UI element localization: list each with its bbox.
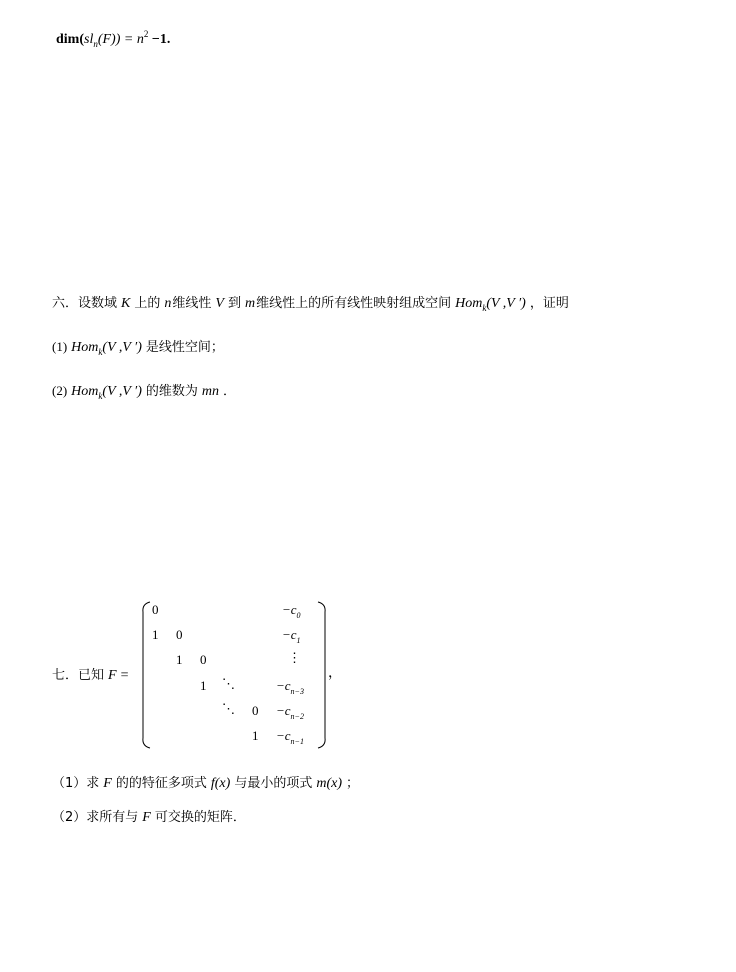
p7-eq: = bbox=[120, 668, 129, 683]
m-r6-negc-text: −c bbox=[276, 728, 291, 743]
problem-6-statement bbox=[52, 292, 569, 312]
m-r2-negc-text: −c bbox=[282, 627, 297, 642]
m-r2c1: 1 bbox=[152, 627, 159, 642]
p7-q1-a: 求 bbox=[86, 776, 100, 791]
m-r1-negc-text: −c bbox=[282, 602, 297, 617]
minus-one-text: −1. bbox=[148, 32, 171, 47]
sl-text: sl bbox=[84, 32, 94, 47]
p7-q2-F: F bbox=[142, 810, 151, 825]
p6-t4: 维线性上的所有线性映射组成空间 bbox=[256, 296, 452, 311]
p6-V: V bbox=[215, 296, 224, 311]
problem-7-question-2 bbox=[52, 806, 246, 826]
companion-matrix bbox=[140, 600, 330, 750]
m-r6-negc bbox=[276, 728, 304, 744]
m-r2c2: 0 bbox=[176, 627, 183, 642]
m-r3c3: 0 bbox=[200, 652, 207, 667]
problem-6-item-2 bbox=[52, 380, 236, 400]
m-r4-negc bbox=[276, 678, 304, 694]
p6-t1: 上的 bbox=[134, 296, 161, 311]
m-r5-sub: n−2 bbox=[290, 712, 304, 721]
p6-m: m bbox=[244, 296, 256, 311]
p6-item2-end: ． bbox=[223, 384, 237, 399]
p6-t5: ，证明 bbox=[529, 296, 569, 311]
m-r5-negc bbox=[276, 703, 304, 719]
p6-item1-text: 是线性空间； bbox=[145, 340, 224, 355]
m-ddots-1: ⋱ bbox=[222, 676, 235, 691]
m-r4-negc-text: −c bbox=[276, 678, 291, 693]
n-text: n bbox=[136, 32, 144, 47]
m-r1-negc bbox=[282, 602, 301, 618]
matrix-left-paren bbox=[140, 600, 152, 750]
p6-K: K bbox=[121, 296, 131, 311]
p6-hom: Hom bbox=[455, 296, 483, 311]
p6-hom-sub: k bbox=[482, 303, 487, 313]
p6-item1-num: (1) bbox=[52, 339, 68, 354]
p6-t3: 到 bbox=[227, 296, 241, 311]
p6-item2-hom: Hom bbox=[71, 384, 99, 399]
p7-q2-a: 求所有与 bbox=[86, 810, 139, 825]
m-r6c-one: 1 bbox=[252, 728, 259, 743]
m-r1c1: 0 bbox=[152, 602, 159, 617]
m-r3c2: 1 bbox=[176, 652, 183, 667]
p7-lead: 七．已知 bbox=[52, 668, 105, 683]
p6-item1-hom-args: (V ,V ′) bbox=[102, 340, 142, 355]
m-r6-sub: n−1 bbox=[290, 737, 304, 746]
m-r2-negc bbox=[282, 627, 301, 643]
p6-item1-hom: Hom bbox=[71, 340, 99, 355]
dim-text: dim( bbox=[56, 32, 84, 47]
p6-item2-mn: mn bbox=[201, 384, 220, 399]
p7-q1-num: （1） bbox=[52, 776, 87, 791]
m-r2-sub: 1 bbox=[296, 636, 301, 645]
dimension-formula bbox=[56, 29, 171, 49]
p7-q1-mx: m(x) bbox=[316, 776, 342, 791]
p6-item2-num: (2) bbox=[52, 383, 68, 398]
matrix-right-paren bbox=[316, 600, 328, 750]
m-vdots: ⋮ bbox=[288, 650, 301, 665]
p7-F: F bbox=[108, 668, 117, 683]
problem-6-item-1 bbox=[52, 336, 224, 356]
p7-q1-F: F bbox=[103, 776, 112, 791]
m-r5c-zero: 0 bbox=[252, 703, 259, 718]
p6-item1-hom-sub: k bbox=[98, 347, 103, 357]
m-ddots-2: ⋱ bbox=[222, 701, 235, 716]
p6-hom-args: (V ,V ′) bbox=[486, 296, 526, 311]
n-superscript: 2 bbox=[143, 29, 149, 39]
m-r4c3: 1 bbox=[200, 678, 207, 693]
p6-item2-hom-sub: k bbox=[98, 391, 103, 401]
p6-item2-hom-args: (V ,V ′) bbox=[102, 384, 142, 399]
p6-n: n bbox=[164, 296, 172, 311]
matrix-trailing-comma: ， bbox=[328, 666, 342, 681]
p6-lead: 六．设数域 bbox=[52, 296, 118, 311]
problem-7-question-1 bbox=[52, 772, 359, 792]
p6-t2: 维线性 bbox=[172, 296, 212, 311]
p7-q2-num: （2） bbox=[52, 810, 87, 825]
arg-text: (F)) = bbox=[97, 32, 137, 47]
sl-subscript: n bbox=[93, 39, 98, 49]
p7-q2-b: 可交换的矩阵． bbox=[154, 810, 246, 825]
p7-q1-end: ； bbox=[345, 776, 359, 791]
m-r4-sub: n−3 bbox=[290, 687, 304, 696]
problem-7-lead bbox=[52, 664, 128, 684]
p7-q1-b: 的的特征多项式 bbox=[115, 776, 207, 791]
m-r5-negc-text: −c bbox=[276, 703, 291, 718]
m-r1-sub: 0 bbox=[296, 611, 301, 620]
p7-q1-c: 与最小的项式 bbox=[234, 776, 313, 791]
p7-q1-fx: f(x) bbox=[210, 776, 231, 791]
p6-item2-text: 的维数为 bbox=[145, 384, 198, 399]
